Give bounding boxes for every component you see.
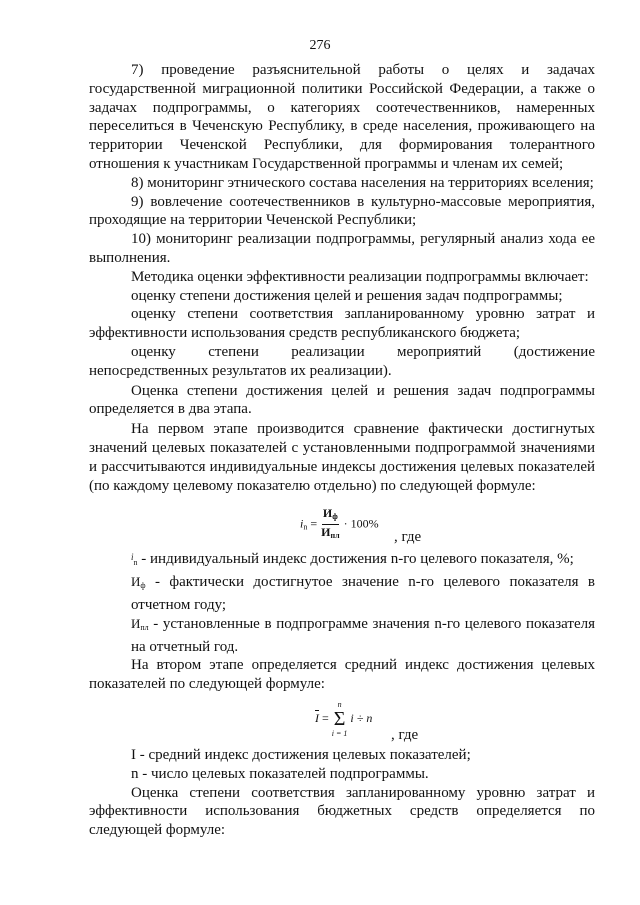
paragraph-item-7: 7) проведение разъяснительной работы о целях и задачах государственной миграционной политики Российской Федерации, а также о задачах подпрограммы, о категориях соотечественников, намеренных переселиться в Чеченскую Республику, в среде населения, проживающего на территории Чеченской Республики, для формирования толерантного отношения к участникам Государственной программы и членам их семей; (89, 62, 595, 172)
definition-average-index: I - средний индекс достижения целевых показателей; (131, 746, 471, 763)
formula2-lhs: $\overline{I}$ (315, 710, 319, 725)
page-number: 276 (309, 38, 331, 53)
paragraph-second-stage: На втором этапе определяется средний индекс достижения целевых показателей по следующей формуле: (89, 657, 595, 693)
paragraph-item-9: 9) вовлечение соотечественников в культурно-массовые мероприятия, проходящие на территории Чеченской Республики; (89, 193, 595, 229)
definition-planned-value: $И_{пл}$ - установленные в подпрограмме значения n-го целевого показателя на отчетный год. (131, 615, 595, 655)
paragraph-cost-compliance: Оценка степени соответствия запланированному уровню затрат и эффективности использования бюджетных средств определяется по следующей формуле: (89, 784, 595, 839)
formula1-fraction: $\frac{И_ф}{И_{пл}}$ (321, 506, 340, 541)
formula-individual-index: $i_n$ = $\frac{И_ф}{И_{пл}}$ · 100% , где (300, 506, 422, 546)
paragraph-goals-assessment: оценку степени достижения целей и решения задач подпрограммы; (131, 287, 563, 304)
paragraph-two-stages: Оценка степени достижения целей и решения задач подпрограммы определяется в два этапа. (89, 382, 595, 418)
formula1-multiplier: · 100% (343, 516, 379, 531)
paragraph-methodology: Методика оценки эффективности реализации подпрограммы включает: (131, 268, 589, 285)
paragraph-item-8: 8) мониторинг этнического состава населения на территориях вселения; (131, 174, 594, 191)
formula2-sum: n Σ i = 1 (331, 699, 348, 738)
formula2-where: , где (391, 726, 419, 743)
formula2-rhs: i ÷ n (350, 710, 373, 725)
formula1-where: , где (394, 529, 422, 546)
paragraph-costs-assessment: оценку степени соответствия запланированному уровню затрат и эффективности использования средств республиканского бюджета; (89, 306, 595, 342)
formula-average-index: $\overline{I}$ = n Σ i = 1 i ÷ n , где (315, 699, 419, 743)
definition-indicator-count: n - число целевых показателей подпрограммы. (131, 765, 429, 782)
paragraph-measures-assessment: оценку степени реализации мероприятий (достижение непосредственных результатов их реализации). (89, 343, 595, 379)
document-body (89, 61, 595, 840)
formula1-lhs: i (300, 516, 304, 531)
definition-individual-index: $i_n$ - индивидуальный индекс достижения n-го целевого показателя, %; (131, 551, 574, 568)
paragraph-first-stage: На первом этапе производится сравнение фактически достигнутых значений целевых показателей с установленными подпрограммой значениями и рассчитываются индивидуальные индексы достижения целевых показателей (по каждому целевому показателю отдельно) по следующей формуле: (89, 421, 595, 494)
paragraph-item-10: 10) мониторинг реализации подпрограммы, регулярный анализ хода ее выполнения. (89, 231, 595, 266)
definition-actual-value: $И_ф$ - фактически достигнутое значение n-го целевого показателя в отчетном году; (131, 574, 595, 613)
